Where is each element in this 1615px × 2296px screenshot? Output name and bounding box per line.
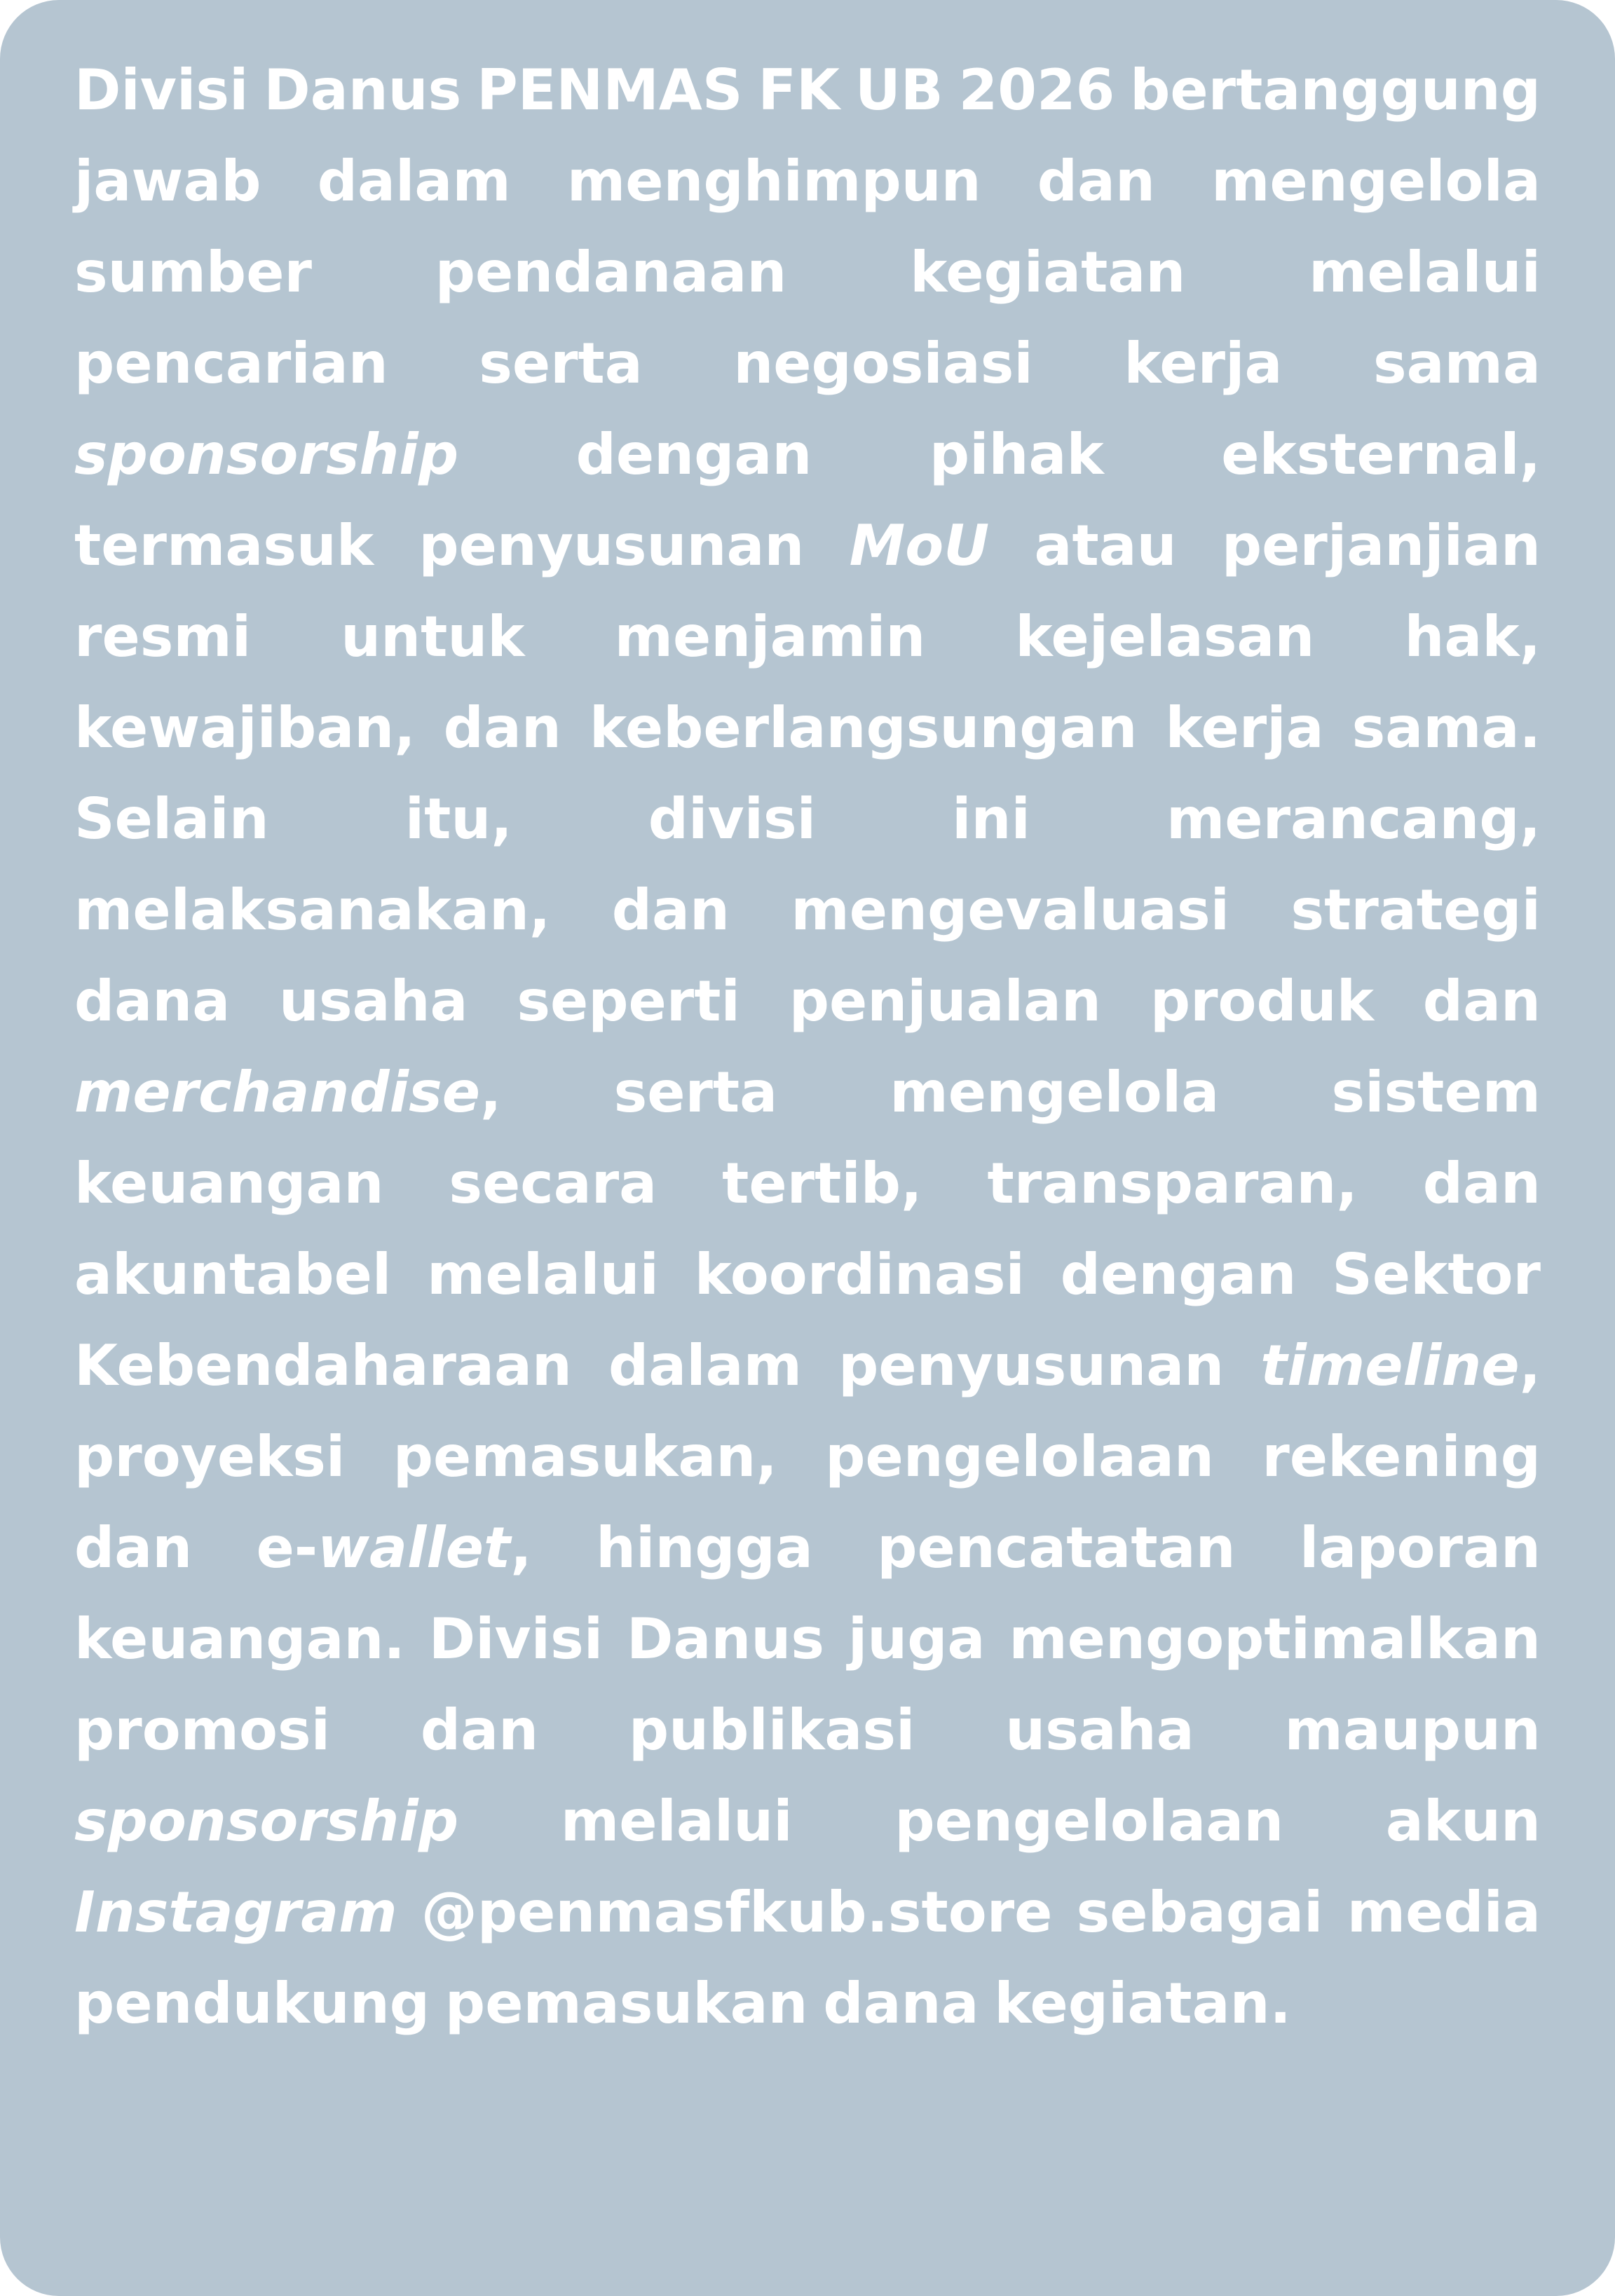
italic-term-timeline: timeline [1260,1333,1520,1398]
italic-term-instagram: Instagram [74,1880,397,1945]
text-segment: dengan pihak eksternal, termasuk penyusunan [74,422,1541,578]
italic-term-mou: MoU [849,513,990,578]
text-segment: atau perjanjian resmi untuk menjamin kejelasan hak, kewajiban, dan keberlangsungan kerja sama. Selain itu, divisi ini merancang, melaksanakan, dan mengevaluasi strategi dana usaha seperti penjualan produk dan [74,513,1541,1034]
italic-term-sponsorship: sponsorship [74,1789,459,1854]
text-segment: Divisi Danus PENMAS FK UB 2026 bertanggung jawab dalam menghimpun dan mengelola sumber pendanaan kegiatan melalui pencarian serta negosiasi kerja sama [74,57,1541,396]
text-segment: , proyeksi pemasukan, pengelolaan rekening dan e- [74,1333,1541,1580]
division-description-paragraph [74,45,1541,2049]
text-segment: melalui pengelolaan akun [458,1789,1541,1854]
text-segment: , hingga pencatatan laporan keuangan. Divisi Danus juga mengoptimalkan promosi dan publikasi usaha maupun [74,1515,1541,1763]
italic-term-wallet: wallet [318,1515,511,1580]
text-segment: , serta mengelola sistem keuangan secara tertib, transparan, dan akuntabel melalui koordinasi dengan Sektor Kebendaharaan dalam penyusunan [74,1060,1541,1398]
text-segment: @penmasfkub.store sebagai media pendukung pemasukan dana kegiatan. [74,1880,1541,2036]
italic-term-sponsorship: sponsorship [74,422,459,487]
italic-term-merchandise: merchandise [74,1060,480,1125]
